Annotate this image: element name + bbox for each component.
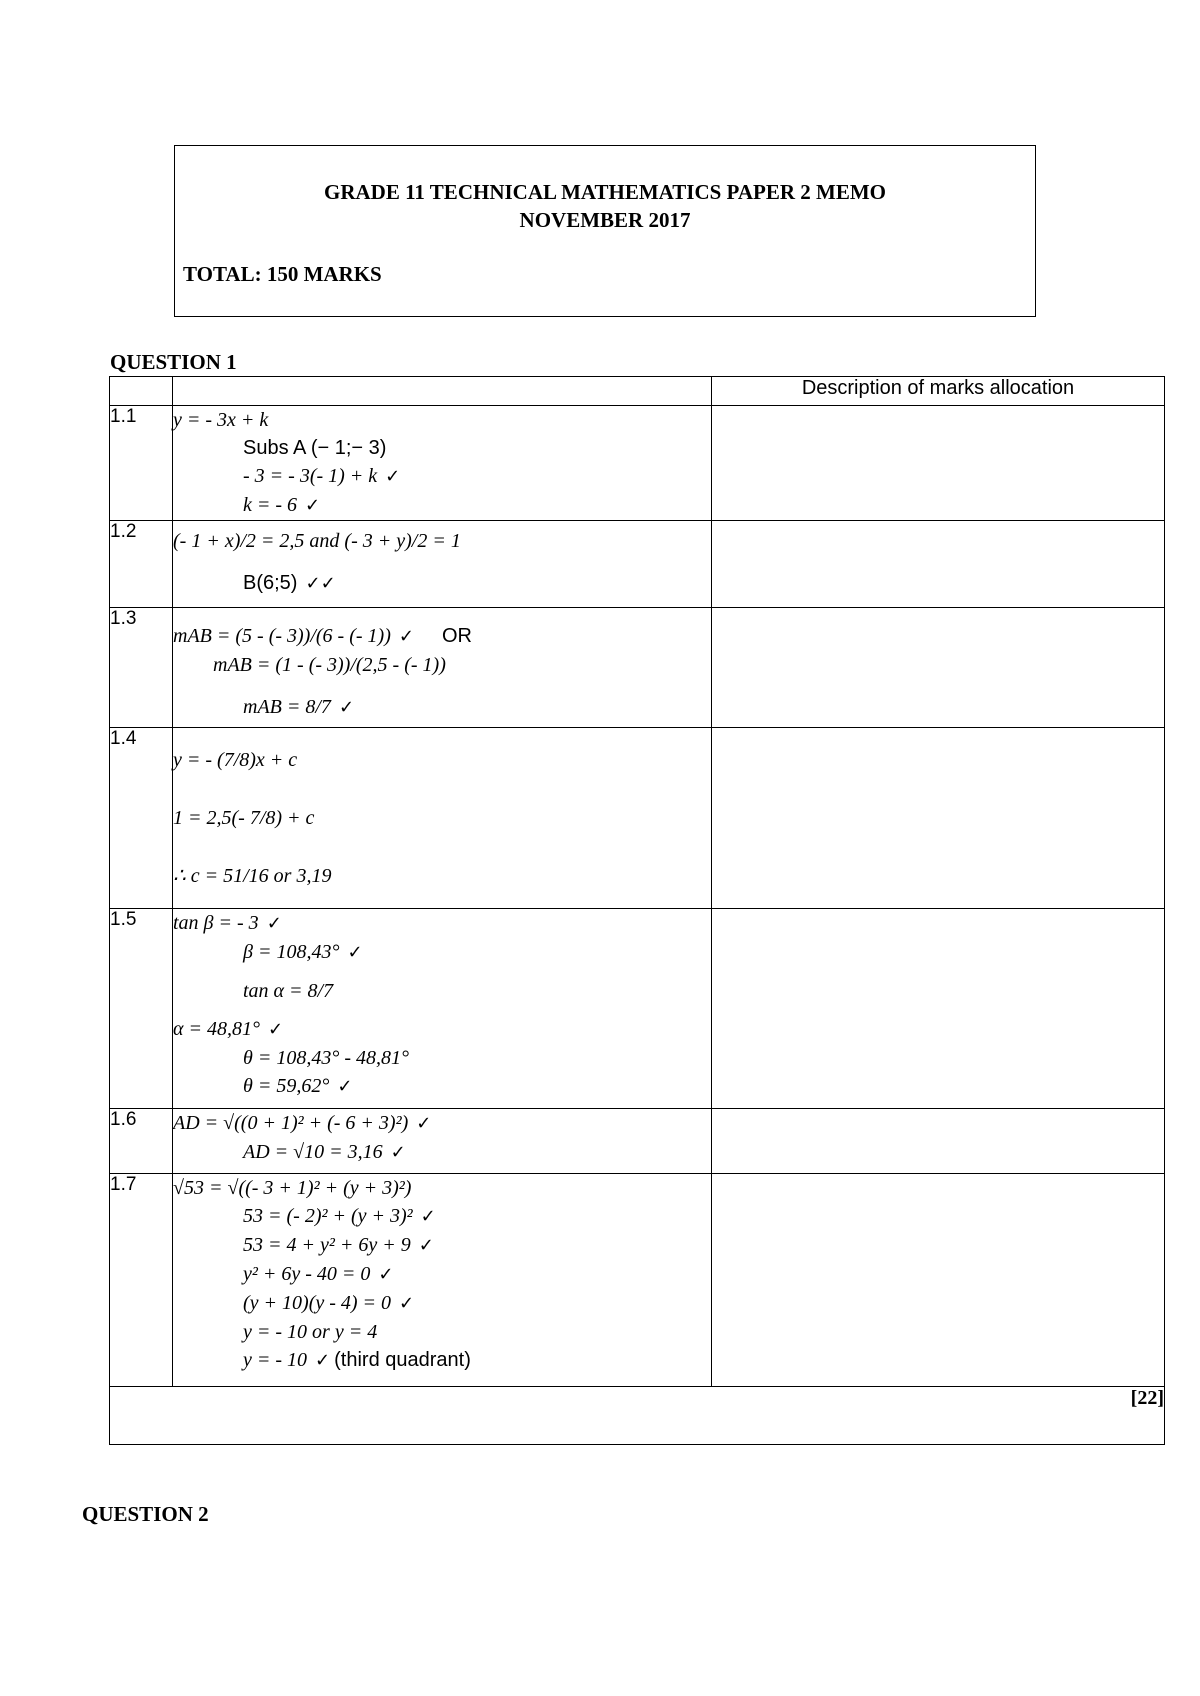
memo-header-box xyxy=(174,145,1036,317)
memo-total-marks: TOTAL: 150 MARKS xyxy=(183,262,382,286)
mark-description-cell xyxy=(712,406,1165,521)
answer-line: y = - 10 xyxy=(243,1349,308,1371)
answer-cell xyxy=(173,1109,712,1174)
answer-line: y = - 10 or y = 4 xyxy=(243,1321,378,1343)
answer-line: k = - 6 xyxy=(243,494,298,516)
mark-description-cell xyxy=(712,1174,1165,1387)
check-mark-icon: ✓ xyxy=(347,942,363,963)
answer-line: - 3 = - 3(- 1) + k xyxy=(243,465,378,487)
check-mark-icon: ✓ xyxy=(305,495,321,516)
answer-line: y = - 3x + k xyxy=(173,409,269,431)
memo-title: GRADE 11 TECHNICAL MATHEMATICS PAPER 2 MEMO xyxy=(324,180,886,204)
question-number: 1.4 xyxy=(110,728,173,909)
answer-cell xyxy=(173,521,712,608)
question-1-total: [22] xyxy=(110,1387,1165,1445)
mark-description-cell xyxy=(712,608,1165,728)
answer-line: 53 = (- 2)² + (y + 3)² xyxy=(243,1205,413,1227)
header-empty-cell xyxy=(173,377,712,406)
answer-cell xyxy=(173,1174,712,1387)
check-mark-icon: ✓ xyxy=(390,1142,406,1163)
answer-cell xyxy=(173,909,712,1109)
table-row xyxy=(110,406,1165,521)
answer-line: Subs A (− 1;− 3) xyxy=(243,437,387,459)
question-number: 1.2 xyxy=(110,521,173,608)
table-row xyxy=(110,909,1165,1109)
answer-line: θ = 59,62° xyxy=(243,1075,330,1097)
mark-description-cell xyxy=(712,728,1165,909)
question-1-table xyxy=(109,376,1165,1445)
answer-line: mAB = 8/7 xyxy=(243,696,331,718)
check-mark-icon: ✓ xyxy=(315,1350,331,1371)
question-1-heading: QUESTION 1 xyxy=(110,350,237,374)
mark-description-cell xyxy=(712,909,1165,1109)
check-mark-icon: ✓ xyxy=(268,1019,284,1040)
total-row xyxy=(110,1387,1165,1445)
answer-line: √53 = √((- 3 + 1)² + (y + 3)²) xyxy=(173,1177,412,1199)
question-number: 1.5 xyxy=(110,909,173,1109)
answer-line: mAB = (5 - (- 3))/(6 - (- 1)) xyxy=(173,625,391,647)
check-mark-icon: ✓ xyxy=(337,1076,353,1097)
mark-description-cell xyxy=(712,521,1165,608)
check-mark-icon: ✓ xyxy=(378,1264,394,1285)
mark-description-cell xyxy=(712,1109,1165,1174)
answer-line: B(6;5) xyxy=(243,572,298,594)
answer-cell xyxy=(173,728,712,909)
answer-line: tan α = 8/7 xyxy=(243,980,334,1002)
check-mark-icon: ✓ xyxy=(305,573,321,594)
answer-line: 1 = 2,5(- 7/8) + c xyxy=(173,807,315,829)
question-number: 1.3 xyxy=(110,608,173,728)
question-number: 1.1 xyxy=(110,406,173,521)
answer-line: mAB = (1 - (- 3))/(2,5 - (- 1)) xyxy=(213,654,446,676)
answer-line: AD = √((0 + 1)² + (- 6 + 3)²) xyxy=(173,1112,409,1134)
answer-line: ∴ c = 51/16 or 3,19 xyxy=(173,865,332,887)
answer-line: y = - (7/8)x + c xyxy=(173,749,298,771)
answer-line: 53 = 4 + y² + 6y + 9 xyxy=(243,1234,411,1256)
question-number: 1.6 xyxy=(110,1109,173,1174)
check-mark-icon: ✓ xyxy=(320,573,336,594)
table-header-row xyxy=(110,377,1165,406)
answer-line: β = 108,43° xyxy=(243,941,340,963)
check-mark-icon: ✓ xyxy=(420,1206,436,1227)
answer-line: θ = 108,43° - 48,81° xyxy=(243,1047,409,1069)
answer-line: (y + 10)(y - 4) = 0 xyxy=(243,1292,392,1314)
answer-line: α = 48,81° xyxy=(173,1018,260,1040)
table-row xyxy=(110,1174,1165,1387)
answer-cell xyxy=(173,406,712,521)
check-mark-icon: ✓ xyxy=(338,697,355,718)
table-row xyxy=(110,608,1165,728)
answer-line: OR xyxy=(441,625,472,647)
answer-line: AD = √10 = 3,16 xyxy=(243,1141,383,1163)
check-mark-icon: ✓ xyxy=(418,1235,434,1256)
column-header-description: Description of marks allocation xyxy=(712,377,1165,406)
answer-cell xyxy=(173,608,712,728)
check-mark-icon: ✓ xyxy=(399,1293,415,1314)
table-row xyxy=(110,521,1165,608)
answer-line: (- 1 + x)/2 = 2,5 and (- 3 + y)/2 = 1 xyxy=(173,530,461,552)
question-number: 1.7 xyxy=(110,1174,173,1387)
answer-note: (third quadrant) xyxy=(334,1349,471,1371)
check-mark-icon: ✓ xyxy=(398,626,414,647)
check-mark-icon: ✓ xyxy=(416,1113,432,1134)
table-row xyxy=(110,728,1165,909)
answer-line: tan β = - 3 xyxy=(173,912,259,934)
memo-date: NOVEMBER 2017 xyxy=(519,208,691,232)
header-empty-cell xyxy=(110,377,173,406)
question-2-heading: QUESTION 2 xyxy=(82,1502,209,1526)
answer-line: y² + 6y - 40 = 0 xyxy=(243,1263,371,1285)
check-mark-icon: ✓ xyxy=(385,466,401,487)
check-mark-icon: ✓ xyxy=(266,913,282,934)
table-row xyxy=(110,1109,1165,1174)
